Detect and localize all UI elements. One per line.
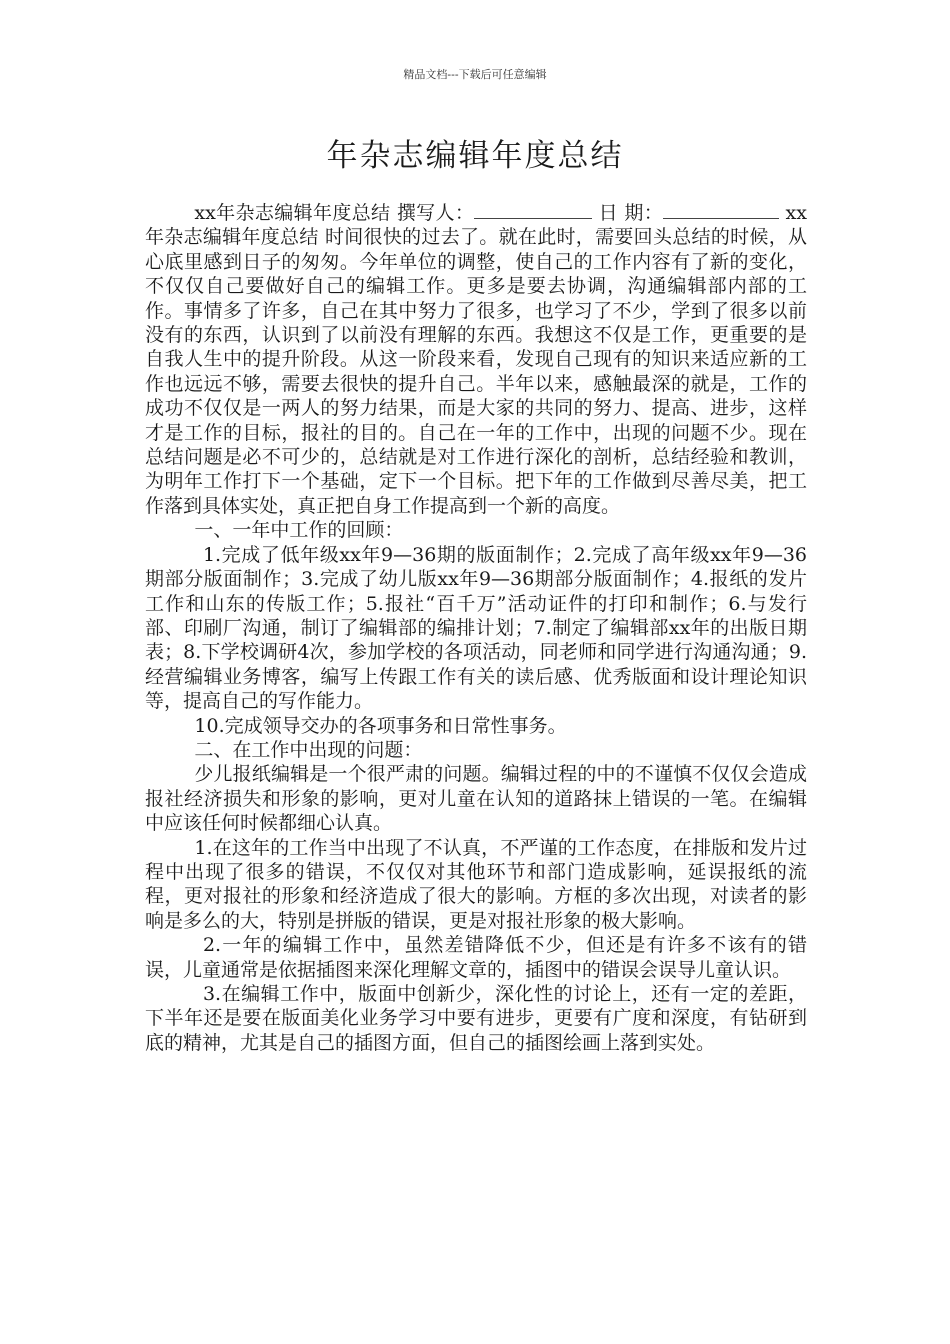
paragraph-review-items: 1.完成了低年级xx年9—36期的版面制作；2.完成了高年级xx年9—36期部分版面制作；3.完成了幼儿版xx年9—36期部分版面制作；4.报纸的发片工作和山东的传版工作；5.报社“百千万”活动证件的打印和制作；6.与发行部、印刷厂沟通，制订了编辑部的编排计划；7.制定了编辑部xx年的出版日期表；8.下学校调研4次，参加学校的各项活动，同老师和同学进行沟通沟通；9.经营编辑业务博客，编写上传跟工作有关的读后感、优秀版面和设计理论知识等，提高自己的写作能力。 — [145, 543, 807, 713]
author-blank — [474, 200, 592, 219]
section-heading-problems: 二、在工作中出现的问题： — [194, 738, 423, 761]
paragraph-review-item-10: 10.完成领导交办的各项事务和日常性事务。 — [194, 714, 567, 737]
paragraph-problem-3: 3.在编辑工作中，版面中创新少，深化性的讨论上，还有一定的差距，下半年还是要在版面美化业务学习中要有进步，更要有广度和深度，有钻研到底的精神，尤其是自己的插图方面，但自己的插图绘画上落到实处。 — [145, 983, 807, 1054]
intro-paragraph — [145, 200, 807, 518]
date-blank — [663, 200, 691, 219]
document-body — [145, 200, 807, 1055]
paragraph-problem-2: 2.一年的编辑工作中，虽然差错降低不少，但还是有许多不该有的错误，儿童通常是依据插图来深化理解文章的，插图中的错误会误导儿童认识。 — [145, 934, 807, 981]
intro-lead: xx年杂志编辑年度总结 撰写人： — [194, 202, 475, 224]
document-title: 年杂志编辑年度总结 — [326, 138, 624, 174]
header-note: 精品文档---下载后可任意编辑 — [403, 68, 547, 81]
intro-text: xx年杂志编辑年度总结 时间很快的过去了。就在此时，需要回头总结的时候，从心底里感到日子的匆匆。今年单位的调整，使自己的工作内容有了新的变化，不仅仅自己要做好自己的编辑工作。更多是要去协调，沟通编辑部内部的工作。事情多了许多，自己在其中努力了很多，也学习了不少，学到了很多以前没有的东西，认识到了以前没有理解的东西。我想这不仅是工作，更重要的是自我人生中的提升阶段。从这一阶段来看，发现自己现有的知识来适应新的工作也远远不够，需要去很快的提升自己。半年以来，感触最深的就是，工作的成功不仅仅是一两人的努力结果，而是大家的共同的努力、提高、进步，这样才是工作的目标，报社的目的。自己在一年的工作中，出现的问题不少。现在总结问题是必不可少的，总结就是对工作进行深化的剖析，总结经验和教训，为明年工作打下一个基础，定下一个目标。把下年的工作做到尽善尽美，把工作落到具体实处，真正把自身工作提高到一个新的高度。 — [145, 202, 807, 517]
date-blank-continued — [691, 200, 779, 219]
date-label: 日 期： — [592, 202, 664, 224]
section-heading-review: 一、一年中工作的回顾： — [194, 519, 404, 542]
paragraph-problems-intro: 少儿报纸编辑是一个很严肃的问题。编辑过程的中的不谨慎不仅仅会造成报社经济损失和形象的影响，更对儿童在认知的道路抹上错误的一笔。在编辑中应该任何时候都细心认真。 — [145, 763, 807, 835]
paragraph-problem-1: 1.在这年的工作当中出现了不认真，不严谨的工作态度，在排版和发片过程中出现了很多的错误，不仅仅对其他环节和部门造成影响，延误报纸的流程，更对报社的形象和经济造成了很大的影响。方框的多次出现，对读者的影响是多么的大，特别是拼版的错误，更是对报社形象的极大影响。 — [145, 836, 807, 932]
